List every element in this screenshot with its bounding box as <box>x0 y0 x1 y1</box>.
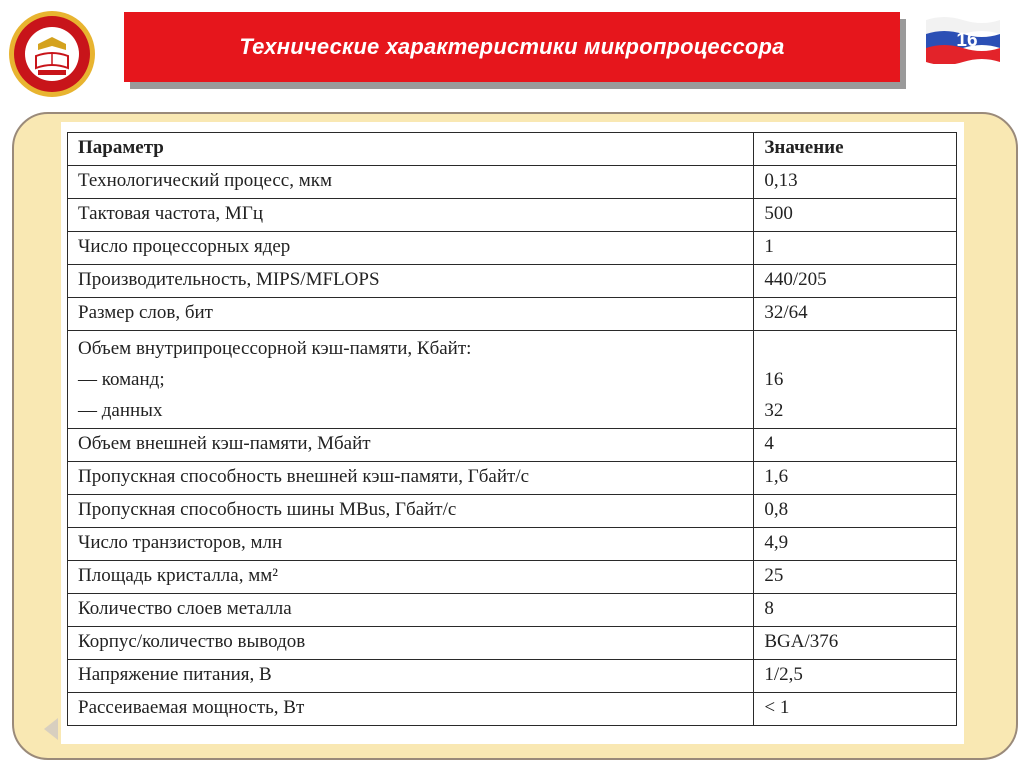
table-row <box>68 331 957 429</box>
slide-number: 16 <box>956 30 978 51</box>
param-cell: Технологический процесс, мкм <box>68 166 754 199</box>
table-row <box>68 199 957 232</box>
title-banner <box>124 12 900 82</box>
value-cell <box>754 331 957 429</box>
table-row <box>68 265 957 298</box>
value-cell: 8 <box>754 594 957 627</box>
param-heading: Объем внутрипроцессорной кэш-памяти, Кбайт: <box>78 338 472 359</box>
table-row <box>68 232 957 265</box>
param-cell: Площадь кристалла, мм² <box>68 561 754 594</box>
value-cell: < 1 <box>754 693 957 726</box>
specs-table <box>67 132 957 726</box>
param-cell: Объем внешней кэш-памяти, Мбайт <box>68 429 754 462</box>
table-row <box>68 166 957 199</box>
value-cell: 4,9 <box>754 528 957 561</box>
table-row <box>68 528 957 561</box>
table-row <box>68 495 957 528</box>
param-cell: Количество слоев металла <box>68 594 754 627</box>
column-header-value: Значение <box>754 133 957 166</box>
param-cell: Пропускная способность внешней кэш-памяти, Гбайт/с <box>68 462 754 495</box>
value-cell: 500 <box>754 199 957 232</box>
value-cell: 1 <box>754 232 957 265</box>
param-cell: Число процессорных ядер <box>68 232 754 265</box>
table-row <box>68 594 957 627</box>
table-row <box>68 660 957 693</box>
value-cell: 440/205 <box>754 265 957 298</box>
sub-param-label: — данных <box>78 400 163 421</box>
column-header-param: Параметр <box>68 133 754 166</box>
table-row <box>68 561 957 594</box>
spacer <box>764 333 956 364</box>
table-header-row <box>68 133 957 166</box>
param-cell: Тактовая частота, МГц <box>68 199 754 232</box>
value-cell: 0,13 <box>754 166 957 199</box>
value-cell: 32/64 <box>754 298 957 331</box>
table-row <box>68 462 957 495</box>
param-cell: Размер слов, бит <box>68 298 754 331</box>
param-cell <box>68 331 754 429</box>
triangle-left-icon[interactable] <box>44 718 58 740</box>
param-cell: Производительность, MIPS/MFLOPS <box>68 265 754 298</box>
value-cell: 0,8 <box>754 495 957 528</box>
param-cell: Число транзисторов, млн <box>68 528 754 561</box>
table-container <box>61 122 964 744</box>
value-cell: 4 <box>754 429 957 462</box>
param-cell: Рассеиваемая мощность, Вт <box>68 693 754 726</box>
page-title: Технические характеристики микропроцессора <box>239 34 785 59</box>
sub-value: 32 <box>764 400 784 421</box>
table-row <box>68 693 957 726</box>
academy-emblem-logo <box>8 10 96 98</box>
param-cell: Пропускная способность шины MBus, Гбайт/с <box>68 495 754 528</box>
table-row <box>68 429 957 462</box>
param-cell: Напряжение питания, В <box>68 660 754 693</box>
value-cell: 1/2,5 <box>754 660 957 693</box>
value-cell: BGA/376 <box>754 627 957 660</box>
sub-value: 16 <box>764 369 784 390</box>
value-cell: 25 <box>754 561 957 594</box>
table-row <box>68 298 957 331</box>
table-row <box>68 627 957 660</box>
value-cell: 1,6 <box>754 462 957 495</box>
sub-param-label: — команд; <box>78 369 165 390</box>
param-cell: Корпус/количество выводов <box>68 627 754 660</box>
